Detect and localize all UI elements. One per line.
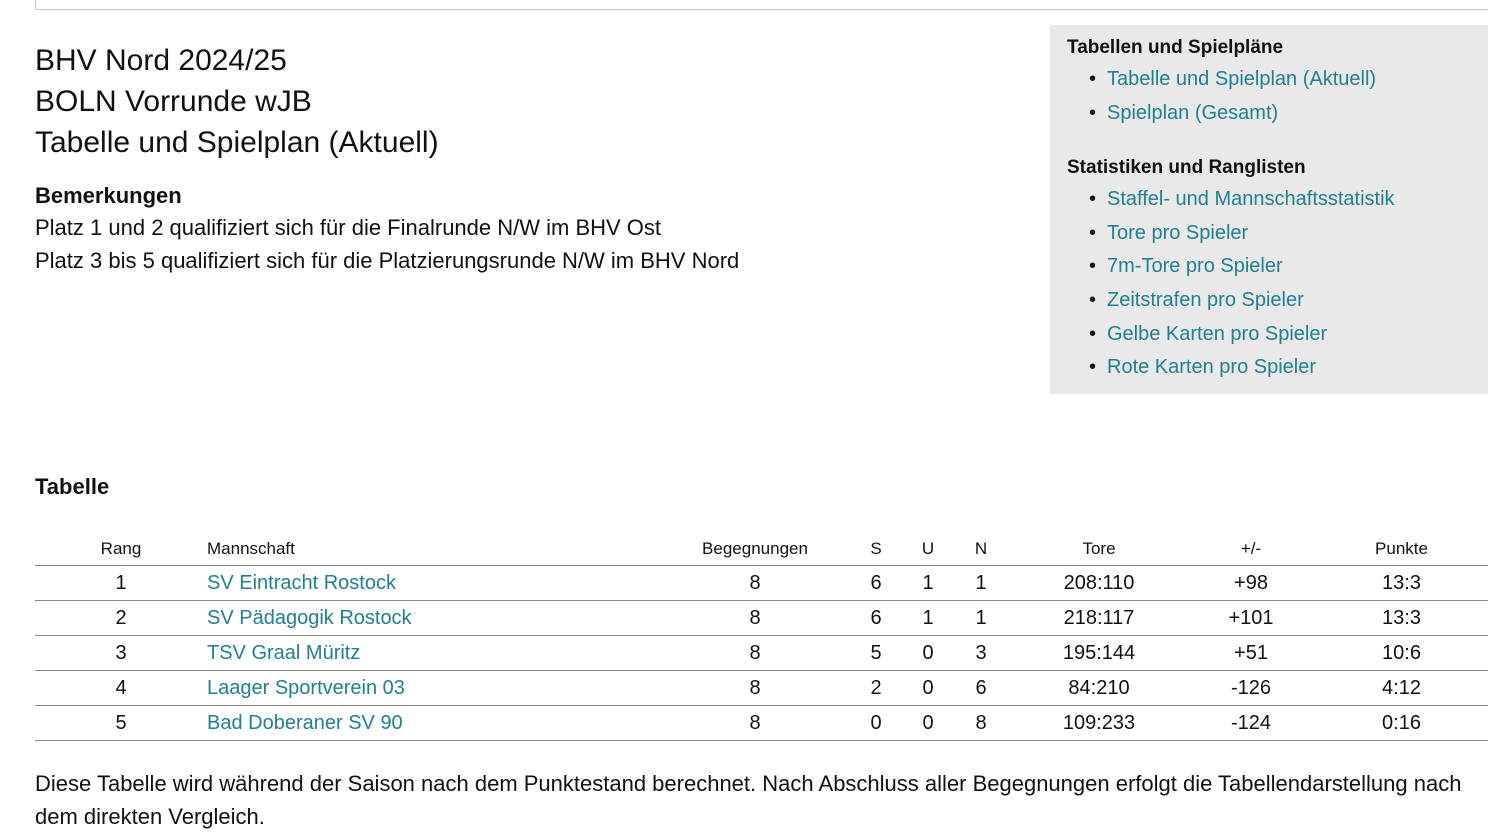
sidebar-link-team-stats[interactable]: Staffel- und Mannschaftsstatistik	[1107, 188, 1395, 211]
page-title-view: Tabelle und Spielplan (Aktuell)	[35, 126, 439, 159]
header-diff: +/-	[1187, 532, 1315, 566]
header-rank: Rang	[35, 532, 207, 566]
cell-wins: 6	[847, 566, 905, 601]
cell-losses: 1	[951, 601, 1011, 636]
cell-goals: 208:110	[1011, 566, 1187, 601]
sidebar-item-team-stats	[1067, 183, 1488, 217]
table-title: Tabelle	[35, 474, 110, 499]
team-link[interactable]: SV Pädagogik Rostock	[207, 606, 412, 629]
cell-diff: +98	[1187, 566, 1315, 601]
cell-team	[207, 601, 663, 636]
sidebar-title-tables: Tabellen und Spielpläne	[1067, 37, 1284, 58]
cell-losses: 6	[951, 671, 1011, 706]
cell-games: 8	[663, 706, 847, 741]
cell-goals: 195:144	[1011, 636, 1187, 671]
table-row	[35, 601, 1488, 636]
cell-losses: 3	[951, 636, 1011, 671]
sidebar-section-gap	[1067, 130, 1488, 154]
cell-diff: +51	[1187, 636, 1315, 671]
cell-draws: 0	[905, 636, 951, 671]
sidebar-item-current-table	[1067, 63, 1488, 97]
team-link[interactable]: SV Eintracht Rostock	[207, 571, 396, 594]
header-losses: N	[951, 532, 1011, 566]
cell-points: 4:12	[1315, 671, 1488, 706]
sidebar-link-penalties[interactable]: Zeitstrafen pro Spieler	[1107, 288, 1304, 311]
sidebar-list-tables	[1067, 63, 1488, 130]
cell-draws: 0	[905, 706, 951, 741]
header-wins: S	[847, 532, 905, 566]
cell-points: 13:3	[1315, 601, 1488, 636]
sidebar-item-full-schedule	[1067, 97, 1488, 131]
cell-team	[207, 706, 663, 741]
sidebar-link-goals-per-player[interactable]: Tore pro Spieler	[1107, 221, 1249, 244]
team-link[interactable]: TSV Graal Müritz	[207, 641, 361, 664]
cell-diff: +101	[1187, 601, 1315, 636]
cell-rank: 1	[35, 566, 207, 601]
sidebar-navigation	[1050, 25, 1488, 394]
team-link[interactable]: Bad Doberaner SV 90	[207, 711, 403, 734]
sidebar-link-7m-goals[interactable]: 7m-Tore pro Spieler	[1107, 255, 1283, 278]
sidebar-link-full-schedule[interactable]: Spielplan (Gesamt)	[1107, 101, 1279, 124]
header-goals: Tore	[1011, 532, 1187, 566]
cell-team	[207, 671, 663, 706]
table-header-row	[35, 532, 1488, 566]
cell-games: 8	[663, 636, 847, 671]
cell-points: 10:6	[1315, 636, 1488, 671]
cell-wins: 5	[847, 636, 905, 671]
cell-team	[207, 566, 663, 601]
remarks-line-1: Platz 1 und 2 qualifiziert sich für die Finalrunde N/W im BHV Ost	[35, 215, 662, 240]
sidebar-link-yellow-cards[interactable]: Gelbe Karten pro Spieler	[1107, 322, 1328, 345]
cell-rank: 4	[35, 671, 207, 706]
cell-games: 8	[663, 671, 847, 706]
cell-losses: 8	[951, 706, 1011, 741]
cell-wins: 2	[847, 671, 905, 706]
cell-wins: 0	[847, 706, 905, 741]
cell-wins: 6	[847, 601, 905, 636]
table-calculation-note: Diese Tabelle wird während der Saison nach dem Punktestand berechnet. Nach Abschluss aller Begegnungen erfolgt die Tabellendarstellung nach dem direkten Vergleich.	[35, 771, 1462, 829]
table-row	[35, 706, 1488, 741]
cell-draws: 0	[905, 671, 951, 706]
cell-games: 8	[663, 566, 847, 601]
top-frame-border	[35, 0, 1488, 10]
cell-points: 0:16	[1315, 706, 1488, 741]
header-draws: U	[905, 532, 951, 566]
sidebar-item-penalties	[1067, 284, 1488, 318]
page-header	[35, 40, 1015, 277]
cell-points: 13:3	[1315, 566, 1488, 601]
remarks-title: Bemerkungen	[35, 183, 182, 208]
remarks-line-2: Platz 3 bis 5 qualifiziert sich für die Platzierungsrunde N/W im BHV Nord	[35, 248, 740, 273]
table-row	[35, 671, 1488, 706]
cell-draws: 1	[905, 601, 951, 636]
sidebar-item-yellow-cards	[1067, 318, 1488, 352]
cell-rank: 5	[35, 706, 207, 741]
cell-games: 8	[663, 601, 847, 636]
table-row	[35, 566, 1488, 601]
standings-table	[35, 532, 1488, 741]
header-points: Punkte	[1315, 532, 1488, 566]
header-games: Begegnungen	[663, 532, 847, 566]
sidebar-item-red-cards	[1067, 351, 1488, 385]
cell-goals: 109:233	[1011, 706, 1187, 741]
sidebar-list-statistics	[1067, 183, 1488, 385]
cell-team	[207, 636, 663, 671]
cell-goals: 218:117	[1011, 601, 1187, 636]
header-team: Mannschaft	[207, 532, 663, 566]
cell-goals: 84:210	[1011, 671, 1187, 706]
sidebar-item-7m-goals	[1067, 250, 1488, 284]
sidebar-link-red-cards[interactable]: Rote Karten pro Spieler	[1107, 356, 1317, 379]
sidebar-link-current-table[interactable]: Tabelle und Spielplan (Aktuell)	[1107, 68, 1377, 90]
page-title-association: BHV Nord 2024/25	[35, 44, 287, 77]
sidebar-item-goals-per-player	[1067, 217, 1488, 251]
cell-rank: 3	[35, 636, 207, 671]
cell-draws: 1	[905, 566, 951, 601]
table-row	[35, 636, 1488, 671]
sidebar-title-statistics: Statistiken und Ranglisten	[1067, 157, 1306, 179]
cell-diff: -124	[1187, 706, 1315, 741]
cell-diff: -126	[1187, 671, 1315, 706]
cell-rank: 2	[35, 601, 207, 636]
cell-losses: 1	[951, 566, 1011, 601]
team-link[interactable]: Laager Sportverein 03	[207, 676, 405, 699]
page-title-league: BOLN Vorrunde wJB	[35, 85, 312, 118]
